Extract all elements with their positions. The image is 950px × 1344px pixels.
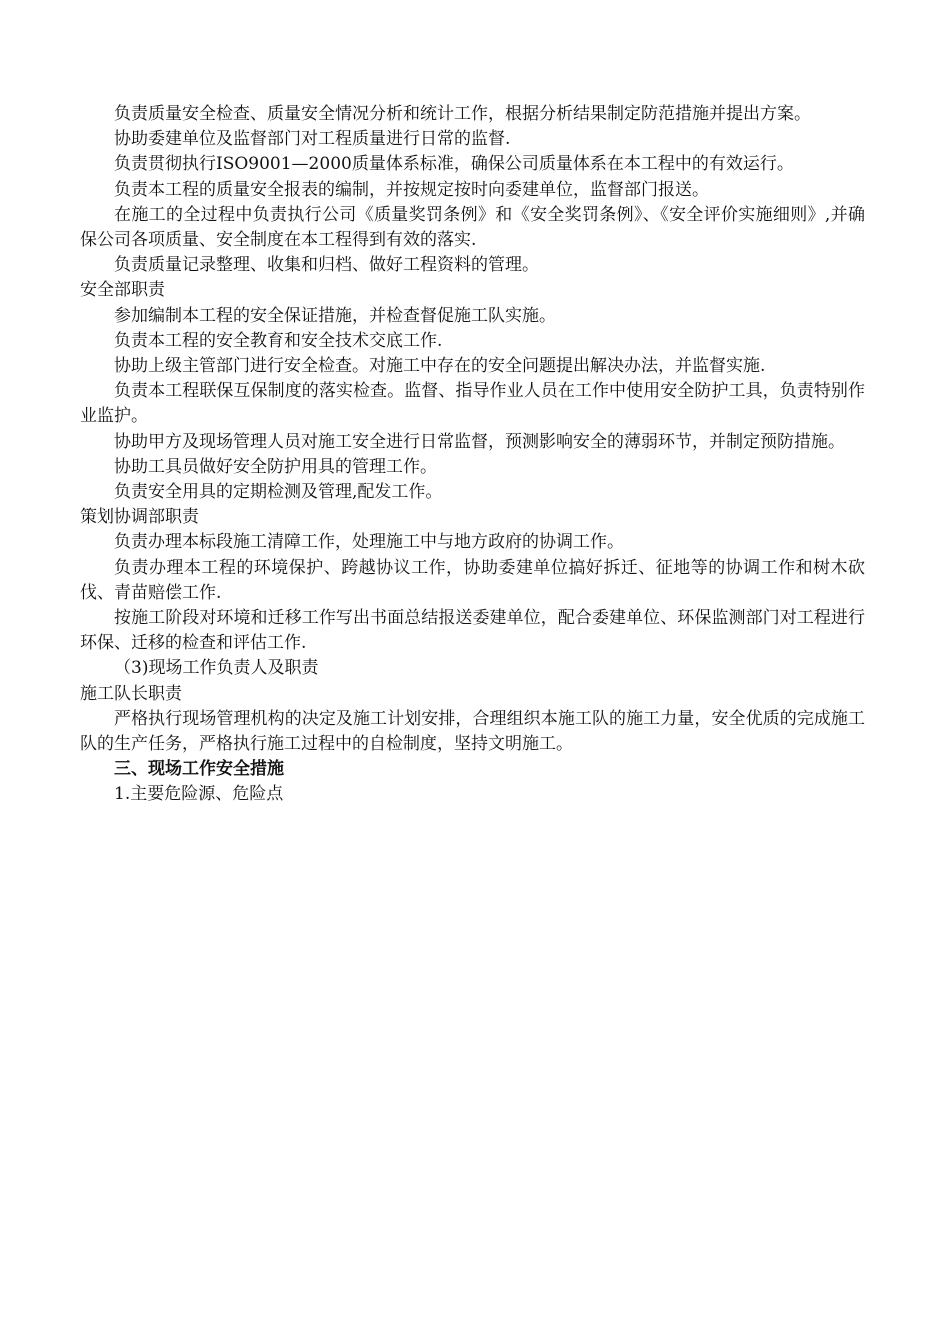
paragraph: 负责本工程联保互保制度的落实检查。监督、指导作业人员在工作中使用安全防护工具，负责特别作业监护。 — [80, 381, 865, 427]
paragraph: 协助甲方及现场管理人员对施工安全进行日常监督，预测影响安全的薄弱环节，并制定预防措施。 — [114, 431, 845, 452]
paragraph: 负责贯彻执行ISO9001—2000质量体系标准，确保公司质量体系在本工程中的有效运行。 — [114, 154, 794, 175]
paragraph: 严格执行现场管理机构的决定及施工计划安排，合理组织本施工队的施工力量，安全优质的完成施工队的生产任务，严格执行施工过程中的自检制度，坚持文明施工。 — [80, 708, 865, 755]
paragraph: 协助上级主管部门进行安全检查。对施工中存在的安全问题提出解决办法，并监督实施. — [114, 356, 766, 377]
paragraph: 负责质量记录整理、收集和归档、做好工程资料的管理。 — [114, 255, 539, 276]
paragraph: 负责安全用具的定期检测及管理,配发工作。 — [114, 482, 443, 503]
paragraph: 负责本工程的质量安全报表的编制，并按规定按时向委建单位，监督部门报送。 — [114, 179, 709, 200]
section-heading-team-leader: 施工队长职责 — [80, 683, 182, 704]
chapter-heading: 三、现场工作安全措施 — [114, 759, 284, 780]
document-body — [80, 102, 865, 808]
section-heading-planning: 策划协调部职责 — [80, 507, 199, 528]
paragraph: 按施工阶段对环境和迁移工作写出书面总结报送委建单位，配合委建单位、环保监测部门对工程进行环保、迁移的检查和评估工作. — [80, 608, 865, 654]
section-heading-safety: 安全部职责 — [80, 280, 165, 301]
paragraph: 在施工的全过程中负责执行公司《质量奖罚条例》和《安全奖罚条例》、《安全评价实施细则》,并确保公司各项质量、安全制度在本工程得到有效的落实. — [80, 204, 865, 251]
paragraph: 协助委建单位及监督部门对工程质量进行日常的监督. — [114, 129, 511, 150]
paragraph: 负责本工程的安全教育和安全技术交底工作. — [114, 330, 443, 351]
paragraph: 负责质量安全检查、质量安全情况分析和统计工作，根据分析结果制定防范措施并提出方案。 — [114, 104, 811, 124]
subsection-heading: （3)现场工作负责人及职责 — [114, 658, 319, 679]
paragraph: 参加编制本工程的安全保证措施，并检查督促施工队实施。 — [114, 305, 556, 326]
subsection-heading: 1.主要危险源、危险点 — [114, 784, 284, 805]
paragraph: 协助工具员做好安全防护用具的管理工作。 — [114, 456, 437, 477]
paragraph: 负责办理本工程的环境保护、跨越协议工作，协助委建单位搞好拆迁、征地等的协调工作和树木砍伐、青苗赔偿工作. — [80, 557, 865, 603]
paragraph: 负责办理本标段施工清障工作，处理施工中与地方政府的协调工作。 — [114, 532, 624, 553]
